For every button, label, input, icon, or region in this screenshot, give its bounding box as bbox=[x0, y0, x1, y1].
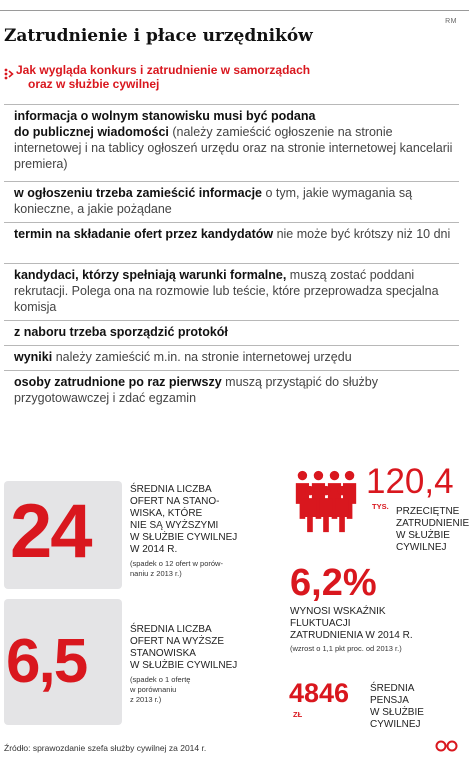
stat-value-24: 24 bbox=[10, 489, 91, 574]
list-item bbox=[4, 104, 459, 181]
stat-desc-24 bbox=[130, 484, 237, 579]
stat-note: z 2013 r.) bbox=[130, 695, 162, 704]
stat-label: NIE SĄ WYŻSZYMI bbox=[130, 520, 219, 531]
subtitle-line-1: Jak wygląda konkurs i zatrudnienie w samorządach bbox=[16, 63, 311, 77]
stat-label: ZATRUDNIENIE bbox=[396, 518, 469, 529]
item-bold: osoby zatrudnione po raz pierwszy bbox=[14, 375, 222, 389]
page-title: Zatrudnienie i płace urzędników bbox=[4, 26, 313, 46]
item-bold: wyniki bbox=[14, 350, 53, 364]
item-bold: kandydaci, którzy spełniają warunki formalne, bbox=[14, 268, 287, 282]
list-item bbox=[4, 320, 459, 345]
subtitle bbox=[16, 63, 310, 91]
list-marker-icon bbox=[4, 67, 14, 81]
stat-label: ZATRUDNIENIA W 2014 R. bbox=[290, 630, 413, 641]
source-note: Źródło: sprawozdanie szefa służby cywilnej za 2014 r. bbox=[4, 743, 207, 753]
stat-label: CYWILNEJ bbox=[370, 719, 421, 730]
list-item bbox=[4, 263, 459, 320]
list-item bbox=[4, 345, 459, 370]
list-item bbox=[4, 222, 459, 263]
stat-label: ŚREDNIA LICZBA bbox=[130, 484, 212, 495]
stat-label: W SŁUŻBIE CYWILNEJ bbox=[130, 532, 238, 543]
rules-list bbox=[4, 104, 459, 411]
gp-logo-icon bbox=[435, 740, 459, 752]
stat-label: W SŁUŻBIE CYWILNEJ bbox=[130, 660, 238, 671]
stat-label: ŚREDNIA bbox=[370, 683, 415, 694]
stat-desc-6-5 bbox=[130, 624, 237, 705]
item-bold: informacja o wolnym stanowisku musi być podana bbox=[14, 109, 316, 123]
stat-value-6-2: 6,2% bbox=[290, 562, 377, 604]
stat-label: W SŁUŻBIE bbox=[370, 707, 424, 718]
list-item bbox=[4, 181, 459, 222]
stat-value-6-5: 6,5 bbox=[6, 627, 87, 696]
stat-unit-tys: TYS. bbox=[372, 502, 389, 511]
stat-note: (wzrost o 1,1 pkt proc. od 2013 r.) bbox=[290, 644, 402, 653]
item-text: o tym, jakie wymagania są konieczne, a jakie pożądane bbox=[14, 186, 413, 216]
stat-desc-4846 bbox=[370, 683, 424, 731]
stat-label: FLUKTUACJI bbox=[290, 618, 351, 629]
stat-label: WYNOSI WSKAŹNIK bbox=[290, 606, 386, 617]
item-text: muszą przystąpić do służby przygotowawczej i zdać egzamin bbox=[14, 375, 378, 405]
stat-value-4846: 4846 bbox=[289, 678, 350, 708]
stat-label: CYWILNEJ bbox=[396, 542, 447, 553]
stat-note: (spadek o 12 ofert w porów- bbox=[130, 559, 223, 568]
stat-label: OFERT NA STANO- bbox=[130, 496, 220, 507]
list-item bbox=[4, 370, 459, 411]
item-bold: z naboru trzeba sporządzić protokół bbox=[14, 325, 228, 339]
stat-label: OFERT NA WYŻSZE bbox=[130, 636, 225, 647]
stat-note: (spadek o 1 ofertę bbox=[130, 675, 191, 684]
item-bold: w ogłoszeniu trzeba zamieścić informacje bbox=[14, 186, 262, 200]
stat-note: w porównaniu bbox=[130, 685, 177, 694]
stat-note: naniu z 2013 r.) bbox=[130, 569, 182, 578]
stat-unit-zl: ZŁ bbox=[293, 710, 303, 719]
stat-desc-6-2 bbox=[290, 606, 413, 654]
stat-label: PRZECIĘTNE bbox=[396, 506, 460, 517]
top-rule bbox=[0, 10, 469, 11]
item-text: nie może być krótszy niż 10 dni bbox=[273, 227, 451, 241]
stat-label: STANOWISKA bbox=[130, 648, 196, 659]
item-text: muszą zostać poddani rekrutacji. Polega ona na rozmowie lub teście, które przeprowadza specjalna komisja bbox=[14, 268, 439, 314]
stat-label: PENSJA bbox=[370, 695, 409, 706]
stat-desc-120-4 bbox=[396, 506, 469, 554]
stat-value-120-4: 120,4 bbox=[366, 462, 454, 501]
stat-label: WISKA, KTÓRE bbox=[130, 508, 203, 519]
item-bold: termin na składanie ofert przez kandydatów bbox=[14, 227, 274, 241]
stat-label: W 2014 R. bbox=[130, 544, 178, 555]
stat-label: ŚREDNIA LICZBA bbox=[130, 624, 212, 635]
item-text: (należy zamieścić ogłoszenie na stronie internetowej i na tablicy ogłoszeń urzędu oraz na stronie internetowej kancelarii premiera) bbox=[14, 125, 453, 171]
stat-label: W SŁUŻBIE bbox=[396, 530, 450, 541]
people-group-icon bbox=[293, 468, 359, 534]
item-text: należy zamieścić m.in. na stronie internetowej urzędu bbox=[52, 350, 352, 364]
subtitle-line-2: oraz w służbie cywilnej bbox=[28, 77, 160, 91]
item-bold: do publicznej wiadomości bbox=[14, 125, 169, 139]
credit: RM bbox=[445, 18, 457, 25]
